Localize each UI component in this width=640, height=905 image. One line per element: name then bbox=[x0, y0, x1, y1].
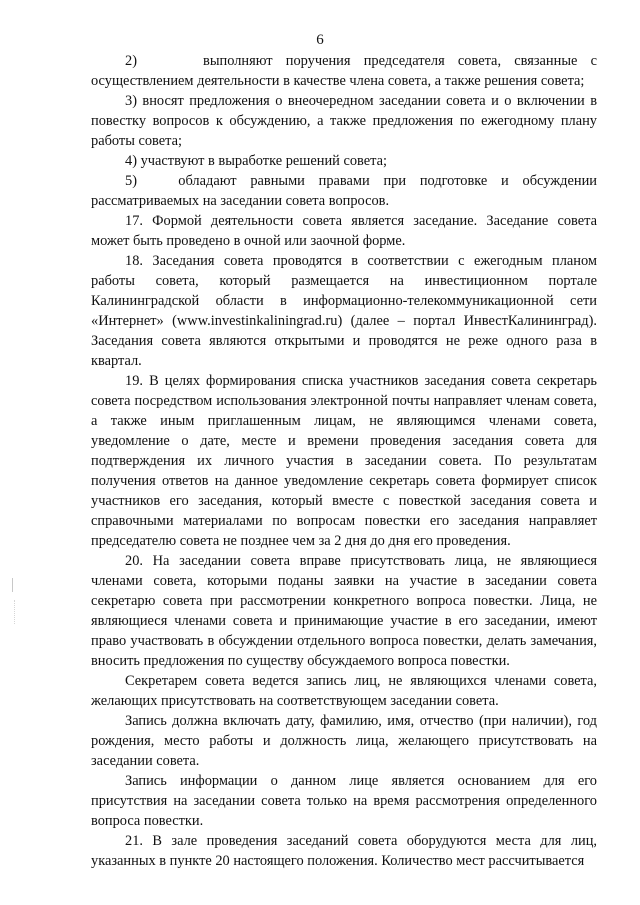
paragraph-item-3: 3) вносят предложения о внеочередном заседании совета и о включении в повестку вопросов к обсуждению, а также предложения по ежегодному плану работы совета; bbox=[91, 93, 597, 149]
paragraph-secretary-record: Секретарем совета ведется запись лиц, не являющихся членами совета, желающих присутствовать на соответствующем заседании совета. bbox=[91, 673, 597, 709]
paragraph-clause-20: 20. На заседании совета вправе присутствовать лица, не являющиеся членами совета, которыми поданы заявки на участие в заседании совета секретарю совета при рассмотрении конкретного вопроса повестки. Лица, не являющиеся членами совета и принимающие участие в его заседании, имеют право участвовать в обсуждении отдельного вопроса повестки, делать замечания, вносить предложения по существу обсуждаемого вопроса повестки. bbox=[91, 553, 597, 669]
paragraph-clause-19: 19. В целях формирования списка участников заседания совета секретарь совета посредством использования электронной почты направляет членам совета, а также иным приглашенным лицам, не являющимся членами совета, уведомление о дате, месте и времени проведения заседания совета для подтверждения их личного участия в заседании совета. По результатам получения ответов на данное уведомление секретарь совета формирует список участников его заседания, который вместе с повесткой заседания совета и справочными материалами по вопросам повестки его заседания направляет председателю совета не позднее чем за 2 дня до дня его проведения. bbox=[91, 373, 597, 549]
paragraph-item-2: 2) выполняют поручения председателя совета, связанные с осуществлением деятельности в качестве члена совета, а также решения совета; bbox=[91, 53, 597, 89]
paragraph-item-5: 5) обладают равными правами при подготовке и обсуждении рассматриваемых на заседании совета вопросов. bbox=[91, 173, 597, 209]
scan-edge-mark bbox=[12, 578, 13, 592]
scan-edge-dots bbox=[14, 600, 16, 624]
paragraph-clause-17: 17. Формой деятельности совета является заседание. Заседание совета может быть проведено в очной или заочной форме. bbox=[91, 213, 597, 249]
paragraph-item-4: 4) участвуют в выработке решений совета; bbox=[125, 153, 387, 169]
paragraph-record-basis: Запись информации о данном лице является основанием для его присутствия на заседании совета только на время рассмотрения определенного вопроса повестки. bbox=[91, 773, 597, 829]
page-number: 6 bbox=[316, 32, 324, 48]
paragraph-clause-21: 21. В зале проведения заседаний совета оборудуются места для лиц, указанных в пункте 20 настоящего положения. Количество мест рассчитывается bbox=[91, 833, 597, 869]
document-body bbox=[91, 51, 597, 871]
paragraph-record-contents: Запись должна включать дату, фамилию, имя, отчество (при наличии), год рождения, место работы и должность лица, желающего присутствовать на заседании совета. bbox=[91, 713, 597, 769]
paragraph-clause-18: 18. Заседания совета проводятся в соответствии с ежегодным планом работы совета, который размещается на инвестиционном портале Калининградской области в информационно-телекоммуникационной сети «Интернет» (www.investinkaliningrad.ru) (далее – портал ИнвестКалининград). Заседания совета являются открытыми и проводятся не реже одного раза в квартал. bbox=[91, 253, 597, 369]
